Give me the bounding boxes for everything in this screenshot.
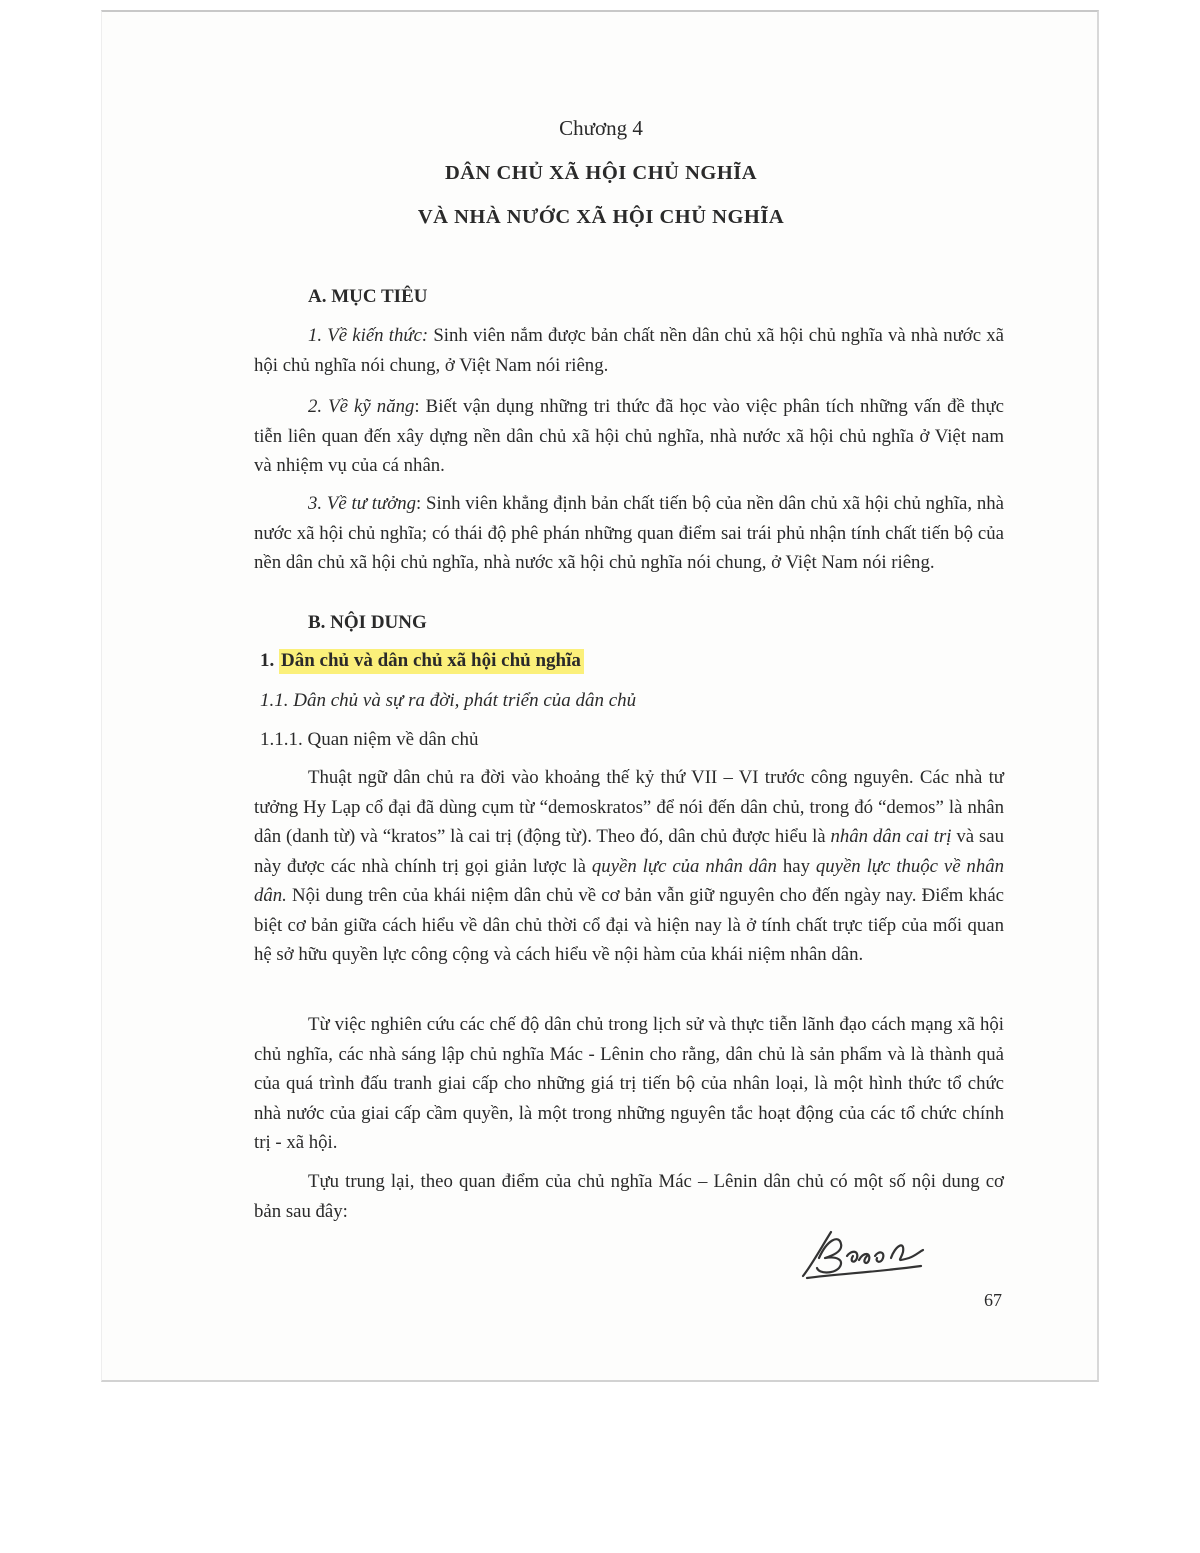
objective-label: 2. Về kỹ năng <box>308 396 415 417</box>
paragraph-text: hay <box>776 855 816 877</box>
heading-1-number: 1. <box>260 650 275 671</box>
objective-skills <box>254 392 1004 481</box>
section-b-heading: B. NỘI DUNG <box>308 612 427 633</box>
paragraph-marxist-view: Từ việc nghiên cứu các chế độ dân chủ trong lịch sử và thực tiễn lãnh đạo cách mạng xã hội chủ nghĩa, các nhà sáng lập chủ nghĩa Mác - Lênin cho rằng, dân chủ là sản phẩm và là thành quả của quá trình đấu tranh giai cấp cho những giá trị tiến bộ của nhân loại, là một hình thức tổ chức nhà nước của giai cấp cầm quyền, là một trong những nguyên tắc hoạt động của các tổ chức chính trị - xã hội. <box>254 1014 1004 1153</box>
section-a-heading: A. MỤC TIÊU <box>308 286 428 307</box>
objective-knowledge <box>254 321 1004 380</box>
paragraph-text: và sau này được các nhà chính trị gọi giản lược là <box>254 826 1004 877</box>
objective-text: Sinh viên nắm được bản chất nền dân chủ xã hội chủ nghĩa và nhà nước xã hội chủ nghĩa nói chung, ở Việt Nam nói riêng. <box>254 325 1004 376</box>
heading-1 <box>260 650 584 672</box>
italic-term: nhân dân cai trị <box>830 826 952 847</box>
objective-text: : Sinh viên khẳng định bản chất tiến bộ của nền dân chủ xã hội chủ nghĩa, nhà nước xã hội chủ nghĩa; có thái độ phê phán những quan điểm sai trái phủ nhận tính chất tiến bộ của nền dân chủ xã hội chủ nghĩa, nhà nước xã hội chủ nghĩa nói chung, ở Việt Nam nói riêng. <box>254 493 1004 573</box>
italic-term: quyền lực thuộc về nhân dân. <box>254 855 1004 906</box>
objective-text: : Biết vận dụng những tri thức đã học vào việc phân tích những vấn đề thực tiễn liên quan đến xây dựng nền dân chủ xã hội chủ nghĩa, nhà nước xã hội chủ nghĩa ở Việt nam và nhiệm vụ của cá nhân. <box>254 396 1004 476</box>
page-number: 67 <box>984 1290 1002 1310</box>
paragraph-text: Nội dung trên của khái niệm dân chủ về cơ bản vẫn giữ nguyên cho đến ngày nay. Điểm khác biệt cơ bản giữa cách hiểu về dân chủ thời cổ đại và hiện nay là ở tính chất trực tiếp của mối quan hệ sở hữu quyền lực công cộng và cách hiểu về nội hàm của khái niệm nhân dân. <box>254 885 1004 965</box>
heading-1-1: 1.1. Dân chủ và sự ra đời, phát triển của dân chủ <box>260 690 637 711</box>
paragraph-text: Thuật ngữ dân chủ ra đời vào khoảng thế kỷ thứ VII – VI trước công nguyên. Các nhà tư tưởng Hy Lạp cổ đại đã dùng cụm từ “demoskratos” để nói đến dân chủ, trong đó “demos” là nhân dân (danh từ) và “kratos” là cai trị (động từ). Theo đó, dân chủ được hiểu là <box>254 767 1004 847</box>
chapter-title-line-2: VÀ NHÀ NƯỚC XÃ HỘI CHỦ NGHĨA <box>417 206 785 228</box>
highlighted-heading-text: Dân chủ và dân chủ xã hội chủ nghĩa <box>279 649 584 674</box>
objective-label: 3. Về tư tưởng <box>308 493 417 514</box>
document-page <box>101 10 1099 1382</box>
heading-1-1-1: 1.1.1. Quan niệm về dân chủ <box>260 729 479 750</box>
objective-label: 1. Về kiến thức: <box>308 325 429 346</box>
italic-term: quyền lực của nhân dân <box>591 855 777 877</box>
handwritten-signature <box>797 1222 927 1284</box>
chapter-title-line-1: DÂN CHỦ XÃ HỘI CHỦ NGHĨA <box>444 162 758 184</box>
paragraph-democracy-definition <box>254 763 1004 970</box>
paragraph-summary: Tựu trung lại, theo quan điểm của chủ nghĩa Mác – Lênin dân chủ có một số nội dung cơ bản sau đây: <box>254 1171 1004 1222</box>
chapter-label: Chương 4 <box>559 116 643 140</box>
objective-attitude <box>254 489 1004 578</box>
